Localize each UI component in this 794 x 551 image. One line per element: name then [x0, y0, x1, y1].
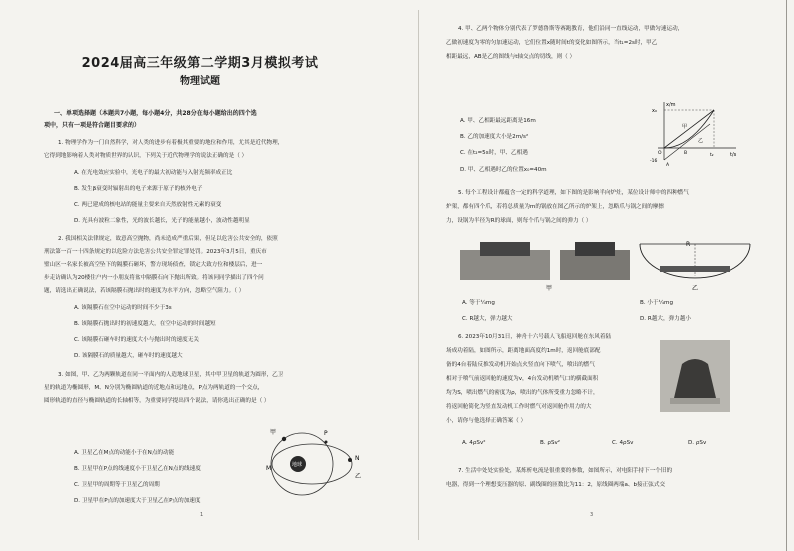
- y-axis-label: x/m: [666, 102, 676, 108]
- q1-option-b: B. 发生β衰变时辐射出的电子来源于原子的核外电子: [74, 186, 203, 192]
- q4-option-a: A. 甲、乙相距最远距离是16m: [460, 118, 536, 124]
- x0-label: x₀: [652, 108, 657, 114]
- q2-stem-3: 璧山区一名家长被高空坠下的隔膜石砸坏，警方现场侦查，锁定大致方位和楼层后，进一: [44, 262, 263, 268]
- q4-option-b: B. 乙的加速度大小是2m/s²: [460, 134, 529, 140]
- q6-stem-6: 将返回舱简化为竖直发动机工作时燃气对返回舱作用力的大: [446, 404, 592, 410]
- neg-16-label: -16: [650, 159, 658, 164]
- q6-stem-1: 6. 2023年10月31日，神舟十六号载人飞船返回舱在东风着陆: [458, 334, 612, 340]
- stove-burner-1: [480, 242, 530, 256]
- q6-stem-2: 场成功着陆，如图所示，距离地面高度约1m时，返回舱底部配: [446, 348, 601, 354]
- point-a-label: A: [666, 163, 670, 168]
- q2-stem-5: 题，请选出正确说法，若该隔膜石抛出时的速度为水平方向，忽略空气阻力。（ ）: [44, 288, 245, 294]
- q5-stem-1: 5. 每个工程设计都蕴含一定的科学道理，如下图的是影响半向炉灶，某位设计师中的四种燃气: [458, 190, 689, 196]
- figure-yi-label: 乙: [692, 285, 699, 292]
- exam-subtitle: 物理试题: [180, 76, 220, 87]
- ground-dust: [670, 398, 720, 404]
- q3-stem-2: 星的轨道为椭圆形，M、N分别为椭圆轨道的近地点和远地点，P点为两轨道的一个交点，: [44, 385, 264, 391]
- elliptical-orbit: [272, 444, 352, 484]
- x-axis-label: t/s: [730, 152, 737, 158]
- capsule-photo: [660, 340, 730, 412]
- q2-stem-4: 步走访确认为20楼住户内一小朋友将盆中隔膜石向下抛出所致。将该问同学描出了四个问: [44, 275, 264, 281]
- q6-option-d: D. ρSv: [688, 440, 707, 446]
- section-heading: 一、单项选择题（本题共7小题，每小题4分，共28分在每小题给出的四个选: [54, 110, 257, 117]
- point-p-icon: [325, 441, 328, 444]
- q2-option-a: A. 该隔膜石在空中运动的时间不少于3s: [74, 305, 172, 311]
- origin-label: O: [658, 151, 662, 156]
- q6-option-c: C. 4ρSv: [612, 440, 634, 446]
- q2-option-b: B. 该隔膜石抛出时的初速度越大，在空中运动的时间越短: [74, 321, 216, 327]
- q2-stem-2: 刑法第一百一十四条规定的以危险方法危害公共安全罪定罪处罚。2023年3月5日，重庆市: [44, 249, 267, 255]
- q5-stem-2: 炉架，都有四个爪，若将总质量为m的锅放在图乙所示的炉架上，忽略爪与锅之间的摩擦: [446, 204, 665, 210]
- earth-label: 地球: [292, 462, 303, 468]
- satellite-yi-icon: [348, 458, 352, 462]
- satellite-yi-label: 乙: [355, 473, 362, 480]
- page-edge: [786, 0, 787, 551]
- q5-option-d: D. R越大，弹力越小: [640, 316, 691, 322]
- q5-option-b: B. 小于¼mg: [640, 300, 674, 306]
- q1-option-d: D. 光具有波粒二象性，光的波长越长，光子的能量越小，波动性越明显: [74, 218, 250, 224]
- q2-stem-1: 2. 我国相关法律规定，故意高空抛物，尚未造成严重后果，但足以危害公共安全的，依照: [58, 236, 278, 242]
- q4-stem-1: 4. 甲、乙两个物体分别代表了罗德鲁斯等赛跑教育，他们沿同一直线运动，甲做匀速运动，: [458, 26, 684, 32]
- q6-stem-7: 小，请你与他选择正确答案（ ）: [446, 418, 527, 424]
- q2-option-d: D. 该隔膜石的质量越大，砸车时的速度越大: [74, 353, 183, 359]
- xt-graph: [650, 98, 740, 170]
- t2-label: t₂: [710, 153, 714, 158]
- q6-stem-3: 备的4台着陆反推发动机开始点火竖直向下喷气，喷出的燃气: [446, 362, 595, 368]
- q3-stem-3: 圆形轨道的直径与椭圆轨道的长轴相等，为重要同学提出四个说法，请你选出正确的是（ ）: [44, 398, 270, 404]
- point-b-label: B: [684, 151, 688, 156]
- exam-title: 2024届高三年级第二学期3月模拟考试: [81, 56, 319, 71]
- q3-option-d: D. 卫星甲在P点的加速度大于卫星乙在P点的加速度: [74, 498, 201, 504]
- column-divider: [418, 10, 419, 540]
- q4-stem-2: 乙做初速度为零的匀加速运动，它们位置x随时间t的变化如图所示，当t₁=2s时，甲乙: [446, 40, 658, 46]
- line-jia-label: 甲: [682, 124, 688, 130]
- q3-option-c: C. 卫星甲的周期等于卫星乙的周期: [74, 482, 160, 488]
- q1-option-a: A. 在光电效应实验中，光电子的最大初动能与入射光频率成正比: [74, 170, 233, 176]
- q3-option-a: A. 卫星乙在M点的动能小于在N点的动能: [74, 450, 175, 456]
- q3-stem-1: 3. 如图，甲、乙为两颗轨道在同一平面内的人造地球卫星，其中甲卫星的轨道为圆形，乙卫: [58, 372, 284, 378]
- section-heading-2: 项中，只有一项是符合题目要求的）: [44, 122, 141, 129]
- q1-stem-1: 1. 物理学作为一门自然科学，对人类的进步有着极其重要的地位和作用，尤其是近代物理，: [58, 140, 284, 146]
- satellite-jia-icon: [282, 437, 286, 441]
- q1-stem-2: 它得到地影响着人类对物质世界的认识，下列关于近代物理学的说法正确的是（ ）: [44, 153, 248, 159]
- q6-option-a: A. 4ρSv²: [462, 440, 486, 446]
- stove-figures: [460, 236, 760, 292]
- q7-stem-2: 电器，得到一个理想变压器的原、副线圈的匝数比为11：2，原线圈两端a、b接正弦式交: [446, 482, 666, 488]
- q6-stem-4: 相对于喷气前返回舱的速度为v，4台发动机喷气口的横截面积: [446, 376, 599, 382]
- line-jia: [664, 110, 714, 148]
- q4-option-c: C. 在t₂=5s时，甲、乙相遇: [460, 150, 528, 156]
- point-n-label: N: [355, 455, 360, 462]
- stove-base: [660, 266, 730, 272]
- q4-option-d: D. 甲、乙相遇时乙的位置x₀=40m: [460, 167, 547, 173]
- q4-stem-3: 相距最远，AB是乙的图线与t轴交点的切线，则（ ）: [446, 54, 576, 60]
- page-number-left: 1: [200, 512, 204, 518]
- orbit-figure: [262, 420, 372, 505]
- figure-jia-label: 甲: [546, 285, 553, 292]
- curve-yi-label: 乙: [698, 138, 704, 144]
- q5-option-a: A. 等于¼mg: [462, 300, 495, 306]
- q3-option-b: B. 卫星甲在P点的线速度小于卫星乙在N点的线速度: [74, 466, 201, 472]
- q7-stem-1: 7. 生活中处处实验处，某炼析电流是很重要的参数，如图所示，对电阳手持下一个旧的: [458, 468, 673, 474]
- q6-stem-5: 均为S，喷出燃气的密度为ρ，喷出的气体所受重力忽略不计，: [446, 390, 599, 396]
- q5-stem-3: 力，设锅为半径为R的球面，则每个爪与锅之间的弹力（ ）: [446, 218, 592, 224]
- q2-option-c: C. 该隔膜石砸车时的速度大小与抛出时的速度无关: [74, 337, 199, 343]
- satellite-jia-label: 甲: [270, 429, 277, 436]
- point-p-label: P: [324, 430, 328, 437]
- q6-option-b: B. ρSv²: [540, 440, 561, 446]
- stove-burner-2: [575, 242, 615, 256]
- radius-label: R: [686, 241, 691, 248]
- point-m-label: M: [266, 465, 272, 472]
- q1-option-c: C. 两已建成的核电站的能量主要来自天然放射性元素的衰变: [74, 202, 222, 208]
- page-number-right: 3: [590, 512, 594, 518]
- q5-option-c: C. R越大，弹力越大: [462, 316, 513, 322]
